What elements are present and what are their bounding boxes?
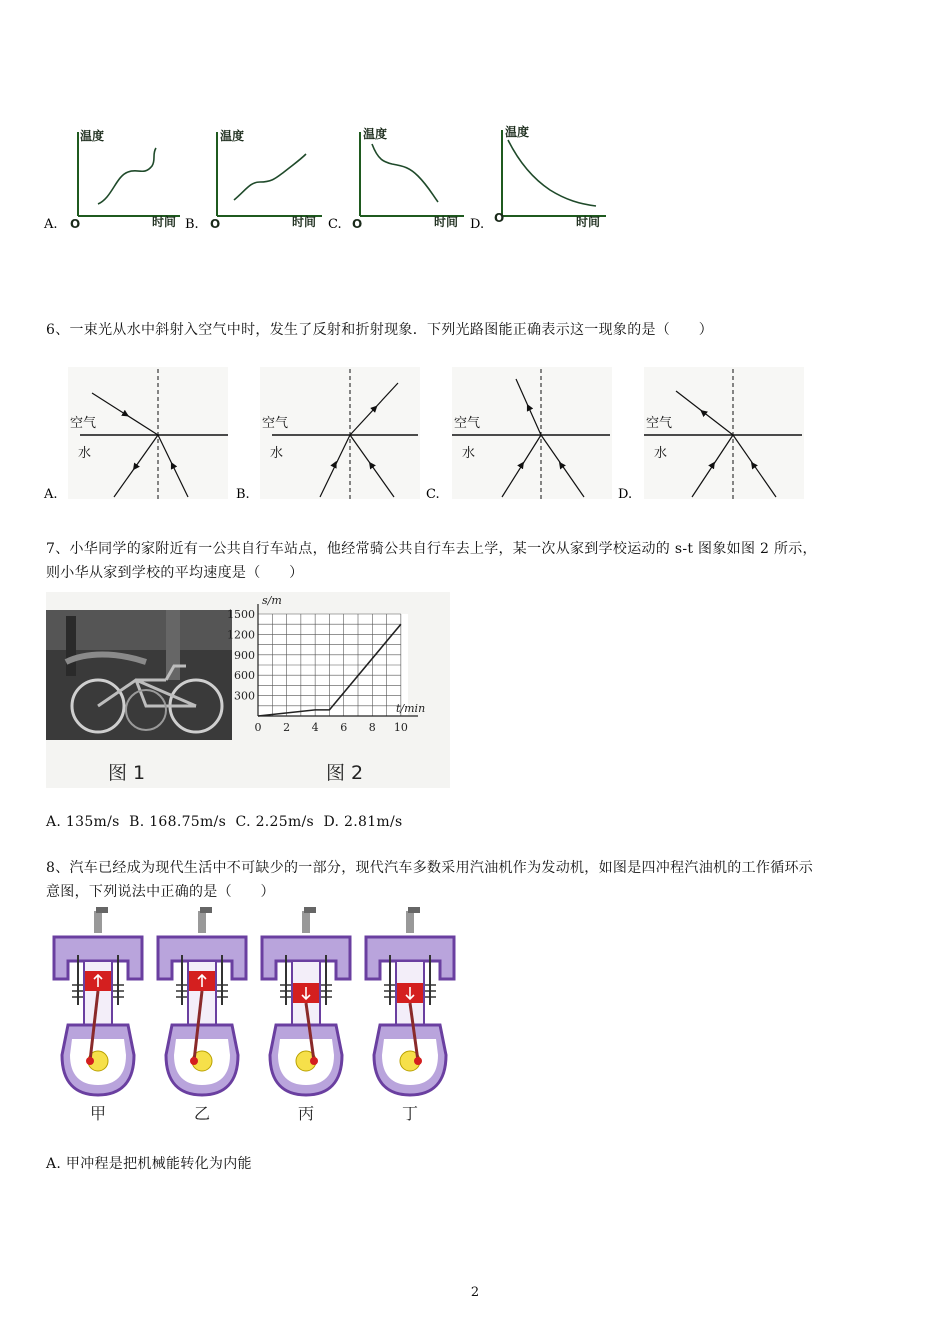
graph-d-ylabel: 温度: [505, 125, 530, 139]
graph-c-curve: [372, 144, 438, 202]
graph-c-ylabel: 温度: [363, 127, 388, 141]
st-chart-xtick: 8: [368, 721, 376, 734]
engine-1: [52, 907, 144, 1123]
graph-a-option: A.: [44, 217, 58, 232]
st-chart-ytick: 600: [234, 669, 255, 683]
graph-a-ylabel: 温度: [80, 129, 105, 143]
page-number: 2: [470, 1285, 480, 1300]
st-chart-ylabel: s/m: [262, 594, 282, 607]
q8-engines: [46, 905, 466, 1125]
engine-label: 丙: [297, 1104, 315, 1123]
spark-plug: [198, 911, 206, 933]
graph-b-option: B.: [185, 217, 199, 232]
q5-graphs-svg: [40, 120, 620, 235]
spark-plug: [302, 911, 310, 933]
diagram-c-water: 水: [462, 446, 476, 461]
diagram-a-option: A.: [44, 487, 58, 502]
st-chart-xtick: 4: [311, 721, 319, 734]
diagram-d: [618, 367, 804, 502]
diagram-b-air: 空气: [262, 416, 289, 431]
q7-question-line1: 7、小华同学的家附近有一公共自行车站点，他经常骑公共自行车去上学，某一次从家到学校运动的 s-t 图象如图 2 所示，: [46, 541, 817, 557]
q6-diagrams-svg: [40, 365, 820, 505]
crank-pin: [414, 1057, 422, 1065]
q7-question-line2: 则小华从家到学校的平均速度是（ ）: [46, 565, 304, 581]
st-chart-ytick: 300: [234, 689, 255, 703]
spark-plug: [94, 911, 102, 933]
graph-d-option: D.: [470, 217, 485, 232]
graph-d-origin: O: [494, 211, 505, 225]
graph-d: [470, 124, 606, 232]
diagram-d-option: D.: [618, 487, 633, 502]
diagram-c-air: 空气: [454, 416, 481, 431]
diagram-b-water: 水: [270, 446, 284, 461]
engine-4: [364, 907, 456, 1123]
fig2-caption: 图 2: [326, 762, 364, 784]
graph-a-origin: O: [70, 217, 81, 231]
engine-label: 甲: [89, 1104, 107, 1123]
graph-b-curve: [234, 154, 306, 200]
q8-question-line1: 8、汽车已经成为现代生活中不可缺少的一部分，现代汽车多数采用汽油机作为发动机，如图是四冲程汽油机的工作循环示: [46, 860, 814, 876]
q5-graphs: [40, 120, 620, 235]
spark-plug-top: [200, 907, 212, 913]
spark-plug: [406, 911, 414, 933]
q8-question-line2: 意图，下列说法中正确的是（ ）: [46, 884, 275, 900]
graph-c-origin: O: [352, 217, 363, 231]
st-chart-ytick: 1500: [227, 608, 255, 621]
st-chart: [227, 592, 450, 752]
spark-plug-top: [304, 907, 316, 913]
diagram-c-option: C.: [426, 487, 440, 502]
figure-captions: [46, 754, 450, 788]
spark-plug-top: [408, 907, 420, 913]
graph-c-option: C.: [328, 217, 342, 232]
diagram-b: [236, 367, 420, 502]
diagram-d-air: 空气: [646, 416, 673, 431]
diagram-a-water: 水: [78, 446, 92, 461]
graph-a-xlabel: 时间: [152, 215, 177, 229]
st-chart-ytick: 1200: [227, 628, 255, 642]
diagram-a: [43, 367, 228, 502]
graph-c-xlabel: 时间: [434, 215, 459, 229]
st-chart-xtick: 10: [393, 721, 408, 734]
q6-question: 6、一束光从水中斜射入空气中时，发生了反射和折射现象．下列光路图能正确表示这一现象的是（ ）: [46, 322, 714, 338]
diagram-c: [426, 367, 612, 502]
q6-diagrams: [40, 365, 820, 505]
st-chart-xlabel: t/min: [396, 702, 426, 715]
crank-pin: [310, 1057, 318, 1065]
engine-2: [156, 907, 248, 1123]
engine-label: 乙: [193, 1104, 211, 1123]
spark-plug-top: [96, 907, 108, 913]
engine-label: 丁: [401, 1104, 419, 1123]
diagram-b-option: B.: [236, 487, 250, 502]
graph-a-curve: [98, 148, 156, 204]
diagram-a-air: 空气: [70, 416, 97, 431]
graph-d-curve: [508, 140, 596, 206]
engine-3: [260, 907, 352, 1123]
fig1-caption: 图 1: [108, 762, 146, 784]
bicycle-photo: [46, 610, 232, 740]
crank-pin: [86, 1057, 94, 1065]
graph-c: [328, 126, 464, 232]
st-chart-ytick: 900: [234, 648, 255, 662]
crank-pin: [190, 1057, 198, 1065]
st-chart-xtick: 6: [340, 721, 348, 734]
engines-svg: [46, 905, 466, 1125]
q7-figures: [46, 592, 450, 788]
graph-d-xlabel: 时间: [576, 215, 601, 229]
graph-a: [43, 128, 180, 232]
graph-b-origin: O: [210, 217, 221, 231]
graph-b: [185, 128, 322, 232]
graph-b-ylabel: 温度: [220, 129, 245, 143]
q7-options: A. 135m/s B. 168.75m/s C. 2.25m/s D. 2.81m/s: [46, 814, 403, 830]
diagram-d-water: 水: [654, 446, 668, 461]
q8-option-a: A. 甲冲程是把机械能转化为内能: [46, 1156, 252, 1172]
st-chart-xtick: 2: [283, 721, 291, 734]
st-chart-xtick: 0: [254, 721, 262, 734]
graph-b-xlabel: 时间: [292, 215, 317, 229]
